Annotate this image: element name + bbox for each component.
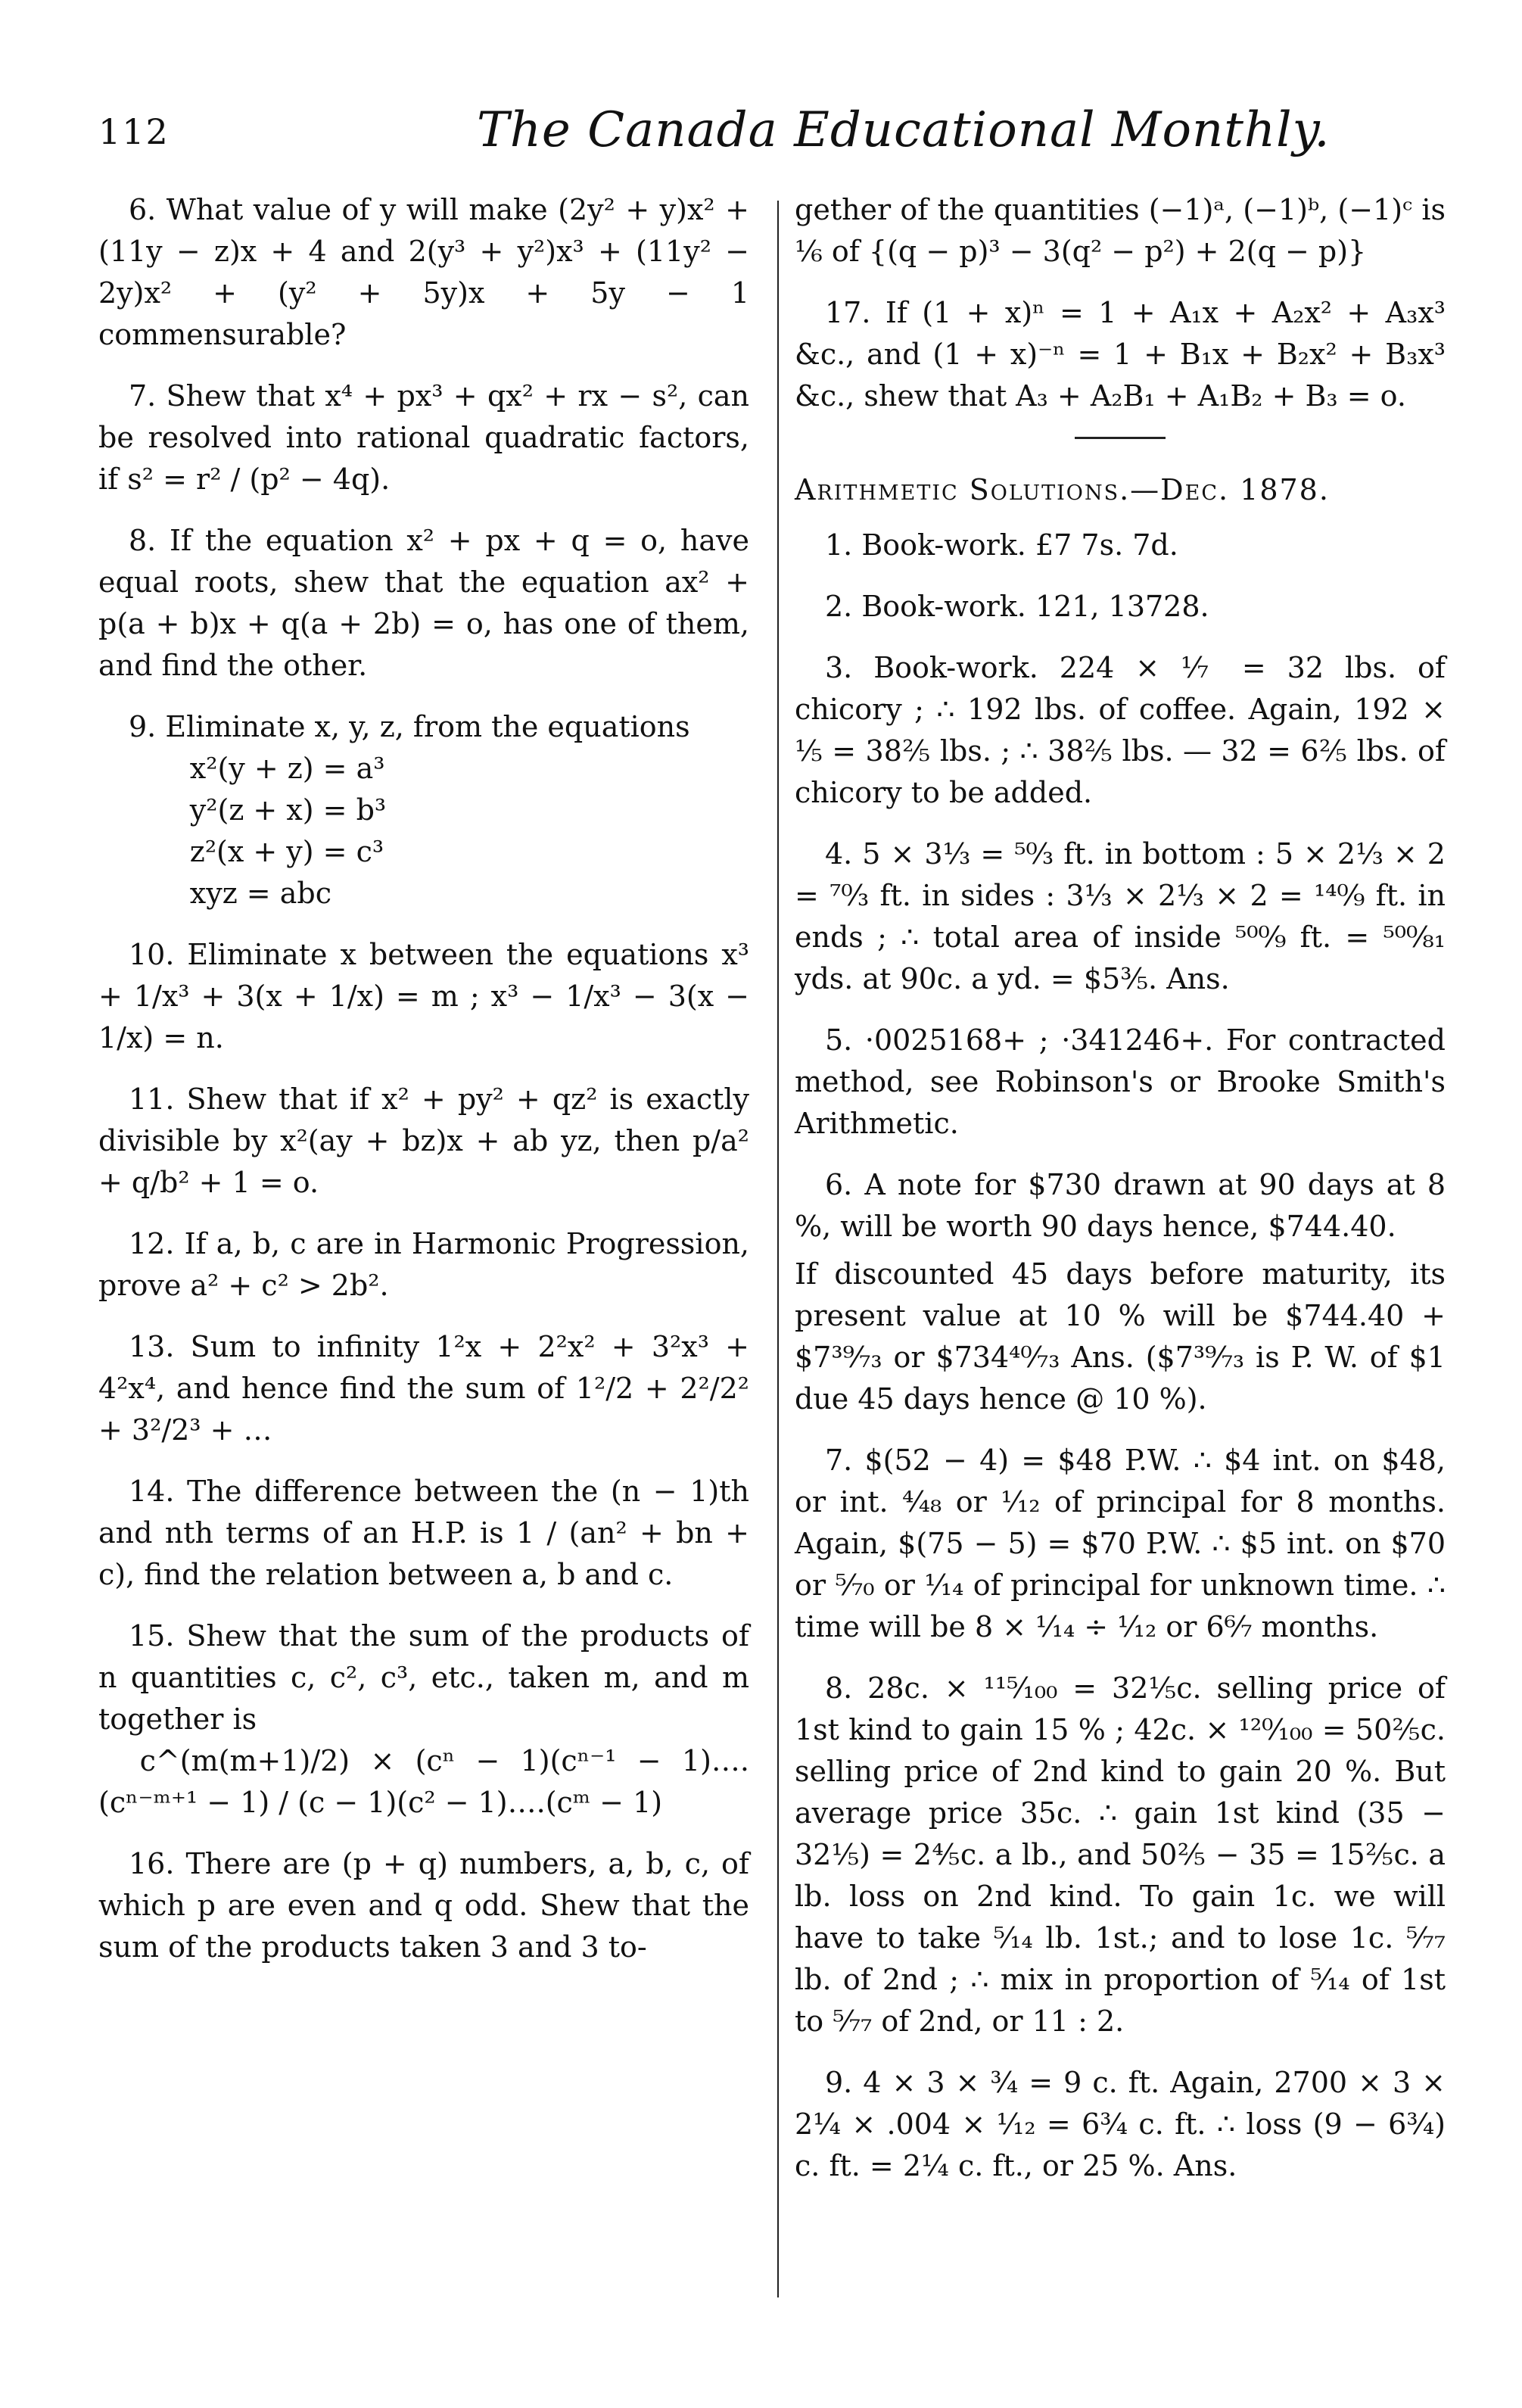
problem-17: 17. If (1 + x)ⁿ = 1 + A₁x + A₂x² + A₃x³ &c., and (1 + x)⁻ⁿ = 1 + B₁x + B₂x² + B₃x³ &c., shew that A₃ + A₂B₁ + A₁B₂ + B₃ = o. [795,296,1455,413]
running-title: The Canada Educational Monthly. [477,102,1331,158]
problem-14: 14. The difference between the (n − 1)th and nth terms of an H.P. is 1 / (an² + bn + c), find the relation between a, b and c. [98,1475,759,1591]
problem-13: 13. Sum to infinity 1²x + 2²x² + 3²x³ + 4²x⁴, and hence find the sum of 1²/2 + 2²/2² + 3²/2³ + … [98,1330,759,1447]
solution-3: 3. Book-work. 224 × ⅐ = 32 lbs. of chicory ; ∴ 192 lbs. of coffee. Again, 192 × ⅕ = 38⅖ lbs. ; ∴ 38⅖ lbs. — 32 = 6⅖ lbs. of chicory to be added. [795,651,1455,809]
page-header [98,102,1453,170]
problem-11: 11. Shew that if x² + py² + qz² is exactly divisible by x²(ay + bz)x + ab yz, then p/a² + q/b² + 1 = o. [98,1083,759,1199]
solution-1: 1. Book-work. £7 7s. 7d. [825,528,1178,562]
solution-6-continued: If discounted 45 days before maturity, its present value at 10 % will be $744.40 + $7³⁹⁄₇₃ or $734⁴⁰⁄₇₃ Ans. ($7³⁹⁄₇₃ is P. W. of $1 due 45 days hence @ 10 %). [795,1257,1455,1416]
section-divider [1075,437,1166,439]
problem-8: 8. If the equation x² + px + q = o, have equal roots, shew that the equation ax² + p(a + b)x + q(a + 2b) = o, has one of them, and find the other. [98,524,759,682]
problem-7: 7. Shew that x⁴ + px³ + qx² + rx − s², can be resolved into rational quadratic factors, if s² = r² / (p² − 4q). [98,379,759,496]
solution-6: 6. A note for $730 drawn at 90 days at 8 %, will be worth 90 days hence, $744.40. [795,1168,1455,1243]
solution-7: 7. $(52 − 4) = $48 P.W. ∴ $4 int. on $48, or int. ⁴⁄₄₈ or ¹⁄₁₂ of principal for 8 months. Again, $(75 − 5) = $70 P.W. ∴ $5 int. on $70 or ⁵⁄₇₀ or ¹⁄₁₄ of principal for unknown time. ∴ time will be 8 × ¹⁄₁₄ ÷ ¹⁄₁₂ or 6⁶⁄₇ months. [795,1444,1455,1643]
solution-4: 4. 5 × 3⅓ = ⁵⁰⁄₃ ft. in bottom : 5 × 2⅓ × 2 = ⁷⁰⁄₃ ft. in sides : 3⅓ × 2⅓ × 2 = ¹⁴⁰⁄₉ ft. in ends ; ∴ total area of inside ⁵⁰⁰⁄₉ ft. = ⁵⁰⁰⁄₈₁ yds. at 90c. a yd. = $5⅗. Ans. [795,837,1455,995]
solution-5: 5. ·0025168+ ; ·341246+. For contracted method, see Robinson's or Brooke Smith's Arithmetic. [795,1023,1455,1140]
page-number: 112 [98,111,170,152]
column-divider [777,201,779,2297]
problem-6: 6. What value of y will make (2y² + y)x² + (11y − z)x + 4 and 2(y³ + y²)x³ + (11y² − 2y)x² + (y² + 5y)x + 5y − 1 commensurable? [98,193,759,351]
problem-12: 12. If a, b, c are in Harmonic Progression, prove a² + c² > 2b². [98,1227,759,1302]
problem-10: 10. Eliminate x between the equations x³ + 1/x³ + 3(x + 1/x) = m ; x³ − 1/x³ − 3(x − 1/x) = n. [98,938,759,1054]
solution-8: 8. 28c. × ¹¹⁵⁄₁₀₀ = 32⅕c. selling price of 1st kind to gain 15 % ; 42c. × ¹²⁰⁄₁₀₀ = 50⅖c. selling price of 2nd kind to gain 20 %. But average price 35c. ∴ gain 1st kind (35 − 32⅕) = 2⅘c. a lb., and 50⅖ − 35 = 15⅖c. a lb. loss on 2nd kind. To gain 1c. we will have to take ⁵⁄₁₄ lb. 1st.; and to lose 1c. ⁵⁄₇₇ lb. of 2nd ; ∴ mix in proportion of ⁵⁄₁₄ of 1st to ⁵⁄₇₇ of 2nd, or 11 : 2. [795,1671,1455,2038]
right-column [795,189,1455,2207]
problem-16: 16. There are (p + q) numbers, a, b, c, of which p are even and q odd. Shew that the sum of the products taken 3 and 3 to- [98,1847,759,1964]
problem-15: 15. Shew that the sum of the products of n quantities c, c², c³, etc., taken m, and m together is c^(m(m+1)/2) × (cⁿ − 1)(cⁿ⁻¹ − 1)….(cⁿ⁻ᵐ⁺¹ − 1) / (c − 1)(c² − 1)….(cᵐ − 1) [98,1619,749,1819]
solution-2: 2. Book-work. 121, 13728. [825,590,1209,623]
left-column [98,189,759,1988]
problem-9: 9. Eliminate x, y, z, from the equations x²(y + z) = a³ y²(z + x) = b³ z²(x + y) = c³ xyz = abc [129,710,690,910]
problem-16-continuation: gether of the quantities (−1)ᵃ, (−1)ᵇ, (−1)ᶜ is ⅙ of {(q − p)³ − 3(q² − p²) + 2(q − p)} [795,193,1455,268]
solution-9: 9. 4 × 3 × ¾ = 9 c. ft. Again, 2700 × 3 × 2¼ × .004 × ¹⁄₁₂ = 6¾ c. ft. ∴ loss (9 − 6¾) c. ft. = 2¼ c. ft., or 25 %. Ans. [795,2066,1455,2182]
section-heading: Arithmetic Solutions.—Dec. 1878. [795,473,1330,506]
